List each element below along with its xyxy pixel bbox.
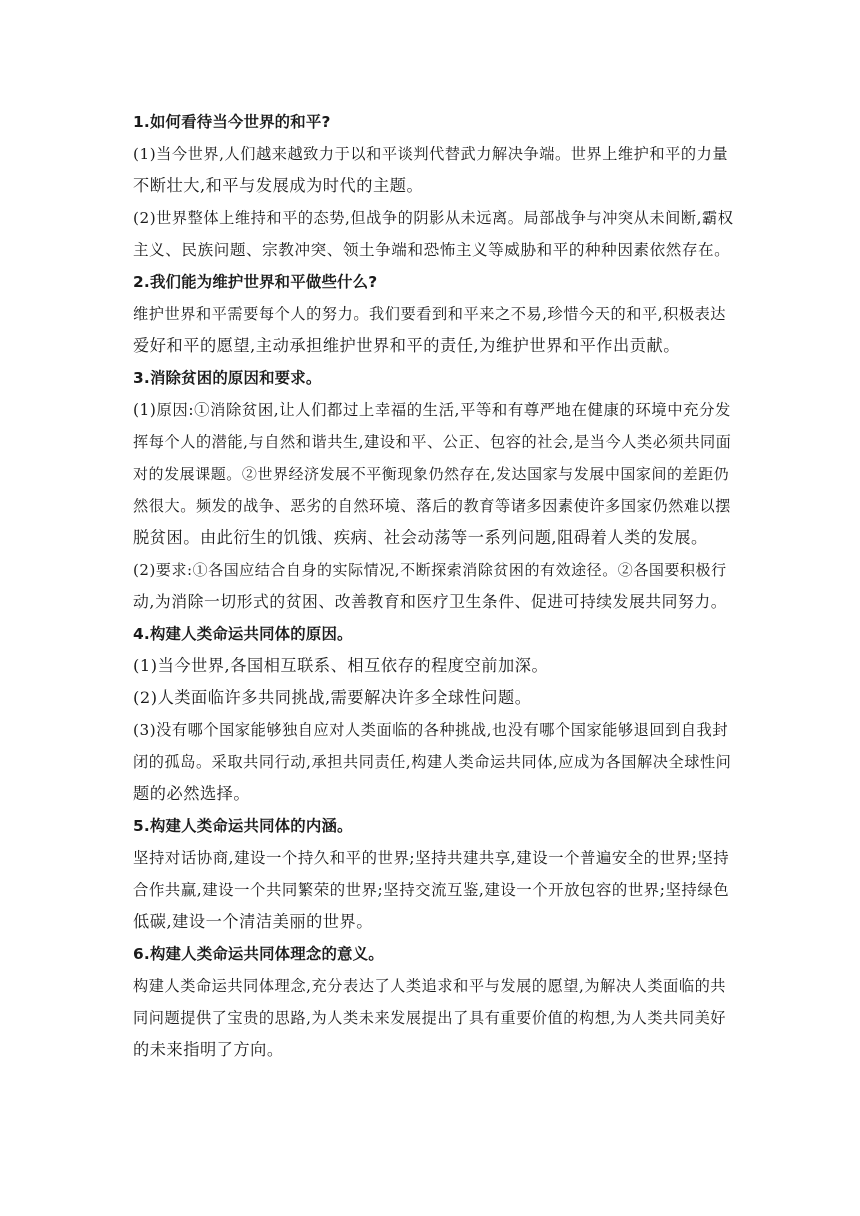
text-line: 主义、民族问题、宗教冲突、领土争端和恐怖主义等威胁和平的种种因素依然存在。 bbox=[133, 241, 731, 259]
text-line: (2)人类面临许多共同挑战,需要解决许多全球性问题。 bbox=[133, 688, 532, 707]
section-2 bbox=[133, 266, 733, 362]
text-line: (2)要求:①各国应结合自身的实际情况,不断探索消除贫困的有效途径。②各国要积极行 bbox=[133, 561, 727, 579]
answer-paragraph bbox=[133, 202, 733, 266]
section-5 bbox=[133, 810, 733, 938]
text-line: 同问题提供了宝贵的思路,为人类未来发展提出了具有重要价值的构想,为人类共同美好 bbox=[133, 1009, 727, 1027]
answer-paragraph bbox=[133, 682, 733, 714]
section-6 bbox=[133, 938, 733, 1066]
section-1 bbox=[133, 106, 733, 266]
answer-paragraph bbox=[133, 842, 733, 938]
text-line: 脱贫困。由此衍生的饥饿、疾病、社会动荡等一系列问题,阻碍着人类的发展。 bbox=[133, 528, 708, 547]
question-heading: 3.消除贫困的原因和要求。 bbox=[133, 369, 322, 387]
document-page bbox=[133, 106, 733, 1066]
text-line: 爱好和平的愿望,主动承担维护世界和平的责任,为维护世界和平作出贡献。 bbox=[133, 336, 680, 355]
question-heading: 1.如何看待当今世界的和平? bbox=[133, 113, 331, 131]
section-4 bbox=[133, 618, 733, 810]
text-line: 挥每个人的潜能,与自然和谐共生,建设和平、公正、包容的社会,是当今人类必须共同面 bbox=[133, 433, 732, 451]
question-heading: 6.构建人类命运共同体理念的意义。 bbox=[133, 945, 384, 963]
text-line: (2)世界整体上维持和平的态势,但战争的阴影从未远离。局部战争与冲突从未间断,霸权 bbox=[133, 209, 734, 227]
text-line: 低碳,建设一个清洁美丽的世界。 bbox=[133, 912, 374, 931]
text-line: 维护世界和平需要每个人的努力。我们要看到和平来之不易,珍惜今天的和平,积极表达 bbox=[133, 305, 727, 323]
answer-paragraph bbox=[133, 970, 733, 1066]
text-line: 合作共赢,建设一个共同繁荣的世界;坚持交流互鉴,建设一个开放包容的世界;坚持绿色 bbox=[133, 881, 730, 899]
answer-paragraph bbox=[133, 554, 733, 618]
answer-paragraph bbox=[133, 138, 733, 202]
question-heading: 5.构建人类命运共同体的内涵。 bbox=[133, 817, 353, 835]
text-line: 动,为消除一切形式的贫困、改善教育和医疗卫生条件、促进可持续发展共同努力。 bbox=[133, 592, 728, 611]
text-line: 不断壮大,和平与发展成为时代的主题。 bbox=[133, 176, 424, 195]
answer-paragraph bbox=[133, 714, 733, 810]
text-line: 题的必然选择。 bbox=[133, 784, 251, 803]
text-line: 坚持对话协商,建设一个持久和平的世界;坚持共建共享,建设一个普遍安全的世界;坚持 bbox=[133, 849, 730, 867]
text-line: 闭的孤岛。采取共同行动,承担共同责任,构建人类命运共同体,应成为各国解决全球性问 bbox=[133, 753, 732, 771]
answer-paragraph bbox=[133, 298, 733, 362]
text-line: 然很大。频发的战争、恶劣的自然环境、落后的教育等诸多因素使许多国家仍然难以摆 bbox=[133, 497, 732, 515]
text-line: (1)当今世界,各国相互联系、相互依存的程度空前加深。 bbox=[133, 656, 549, 675]
text-line: (1)原因:①消除贫困,让人们都过上幸福的生活,平等和有尊严地在健康的环境中充分发 bbox=[133, 401, 731, 419]
question-heading: 2.我们能为维护世界和平做些什么? bbox=[133, 273, 378, 291]
text-line: 构建人类命运共同体理念,充分表达了人类追求和平与发展的愿望,为解决人类面临的共 bbox=[133, 977, 727, 995]
answer-paragraph bbox=[133, 394, 733, 554]
section-3 bbox=[133, 362, 733, 618]
text-line: (3)没有哪个国家能够独自应对人类面临的各种挑战,也没有哪个国家能够退回到自我封 bbox=[133, 721, 729, 739]
question-heading: 4.构建人类命运共同体的原因。 bbox=[133, 625, 353, 643]
answer-paragraph bbox=[133, 650, 733, 682]
text-line: (1)当今世界,人们越来越致力于以和平谈判代替武力解决争端。世界上维护和平的力量 bbox=[133, 145, 729, 163]
text-line: 对的发展课题。②世界经济发展不平衡现象仍然存在,发达国家与发展中国家间的差距仍 bbox=[133, 465, 730, 483]
text-line: 的未来指明了方向。 bbox=[133, 1040, 284, 1059]
